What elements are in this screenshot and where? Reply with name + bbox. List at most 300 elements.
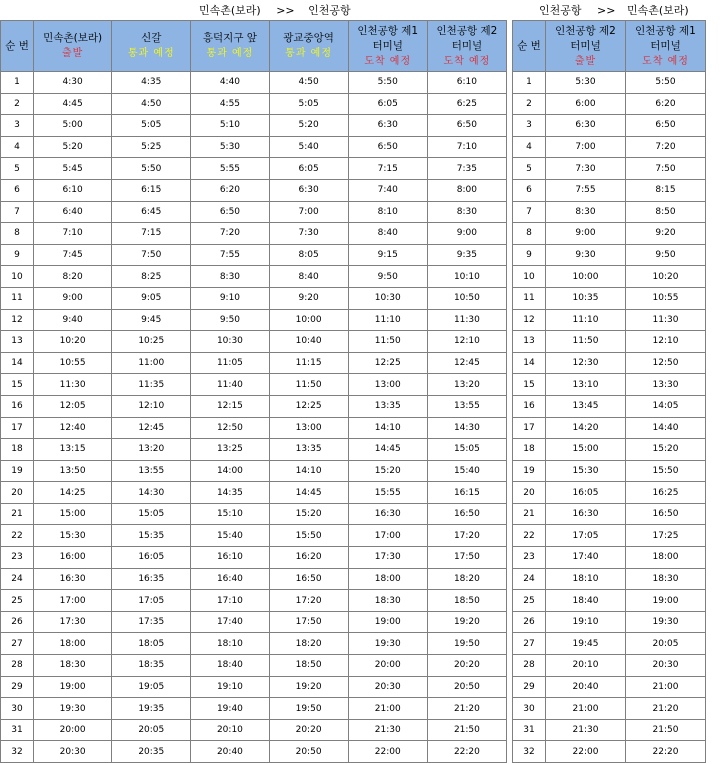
time-cell: 8:50 [626,201,706,223]
time-cell: 6:50 [191,201,269,223]
table-row [1,503,507,525]
time-cell: 13:35 [269,439,348,461]
time-cell: 7:00 [546,136,626,158]
time-cell: 13:50 [34,460,112,482]
row-number: 11 [1,287,34,309]
time-cell: 4:45 [34,93,112,115]
time-cell: 14:30 [112,482,191,504]
time-cell: 8:40 [269,266,348,288]
time-cell: 7:10 [427,136,506,158]
time-cell: 17:05 [112,590,191,612]
time-cell: 6:10 [427,72,506,94]
table-row [513,309,706,331]
time-cell: 17:30 [348,547,427,569]
table-row [513,331,706,353]
time-cell: 15:05 [427,439,506,461]
table-row [513,590,706,612]
left-header-col-3 [269,21,348,72]
left-title-from: 민속촌(보라) [199,4,261,17]
row-number: 32 [513,741,546,763]
time-cell: 19:10 [546,611,626,633]
column-name: 인천공항 제2터미널 [436,24,498,52]
time-cell: 12:40 [34,417,112,439]
column-name: 흥덕지구 앞 [202,32,257,44]
table-row [513,482,706,504]
time-cell: 11:50 [348,331,427,353]
time-cell: 7:00 [269,201,348,223]
time-cell: 18:40 [191,655,269,677]
time-cell: 15:00 [34,503,112,525]
time-cell: 6:00 [546,93,626,115]
time-cell: 20:20 [427,655,506,677]
table-row [1,590,507,612]
time-cell: 17:20 [427,525,506,547]
row-number: 18 [1,439,34,461]
time-cell: 16:50 [269,568,348,590]
time-cell: 19:05 [112,676,191,698]
time-cell: 12:30 [546,352,626,374]
table-row [513,503,706,525]
row-number: 3 [1,115,34,137]
time-cell: 8:25 [112,266,191,288]
row-number: 17 [513,417,546,439]
time-cell: 12:50 [191,417,269,439]
table-row [1,158,507,180]
table-row [513,223,706,245]
row-number: 1 [1,72,34,94]
time-cell: 17:40 [546,547,626,569]
right-title-to: 민속촌(보라) [626,4,689,17]
time-cell: 14:45 [269,482,348,504]
time-cell: 9:50 [348,266,427,288]
time-cell: 20:30 [348,676,427,698]
table-row [513,201,706,223]
time-cell: 9:20 [269,287,348,309]
time-cell: 19:00 [34,676,112,698]
row-number: 30 [1,698,34,720]
table-row [513,115,706,137]
column-status: 도착 예정 [364,55,412,67]
time-cell: 7:30 [546,158,626,180]
time-cell: 20:20 [269,719,348,741]
table-row [1,266,507,288]
time-cell: 11:30 [34,374,112,396]
time-cell: 12:10 [112,395,191,417]
time-cell: 15:20 [348,460,427,482]
row-number: 26 [1,611,34,633]
time-cell: 14:35 [191,482,269,504]
row-number: 7 [513,201,546,223]
row-number: 18 [513,439,546,461]
table-row [1,374,507,396]
time-cell: 6:20 [626,93,706,115]
time-cell: 19:20 [427,611,506,633]
time-cell: 7:20 [626,136,706,158]
time-cell: 12:50 [626,352,706,374]
time-cell: 16:10 [191,547,269,569]
time-cell: 14:05 [626,395,706,417]
right-title-from: 인천공항 [539,4,582,17]
table-row [1,395,507,417]
time-cell: 5:25 [112,136,191,158]
time-cell: 5:20 [269,115,348,137]
time-cell: 13:30 [626,374,706,396]
row-number: 32 [1,741,34,763]
time-cell: 10:20 [626,266,706,288]
row-number: 14 [1,352,34,374]
table-row [1,698,507,720]
time-cell: 14:00 [191,460,269,482]
table-row [513,417,706,439]
time-cell: 7:15 [112,223,191,245]
time-cell: 6:30 [269,179,348,201]
time-cell: 8:20 [34,266,112,288]
row-number: 5 [1,158,34,180]
row-number: 12 [1,309,34,331]
row-number: 27 [513,633,546,655]
time-cell: 15:40 [427,460,506,482]
time-cell: 16:50 [427,503,506,525]
row-number: 13 [1,331,34,353]
row-number: 21 [1,503,34,525]
time-cell: 5:40 [269,136,348,158]
time-cell: 13:20 [427,374,506,396]
time-cell: 14:45 [348,439,427,461]
table-row [1,676,507,698]
time-cell: 18:00 [348,568,427,590]
time-cell: 18:30 [626,568,706,590]
time-cell: 18:50 [427,590,506,612]
time-cell: 19:00 [626,590,706,612]
time-cell: 15:10 [191,503,269,525]
time-cell: 15:55 [348,482,427,504]
time-cell: 5:30 [191,136,269,158]
time-cell: 15:50 [626,460,706,482]
time-cell: 5:20 [34,136,112,158]
time-cell: 19:20 [269,676,348,698]
time-cell: 13:55 [427,395,506,417]
time-cell: 15:20 [626,439,706,461]
row-number: 10 [513,266,546,288]
time-cell: 6:20 [191,179,269,201]
time-cell: 15:20 [269,503,348,525]
time-cell: 8:40 [348,223,427,245]
column-name: 신갈 [141,32,162,44]
time-cell: 20:05 [626,633,706,655]
table-row [513,655,706,677]
time-cell: 19:10 [191,676,269,698]
time-cell: 12:25 [269,395,348,417]
row-number: 10 [1,266,34,288]
table-row [513,287,706,309]
time-cell: 10:20 [34,331,112,353]
table-row [1,201,507,223]
time-cell: 17:05 [546,525,626,547]
column-status: 출발 [61,48,84,59]
time-cell: 9:00 [427,223,506,245]
time-cell: 9:30 [546,244,626,266]
time-cell: 7:55 [546,179,626,201]
time-cell: 16:00 [34,547,112,569]
row-number: 21 [513,503,546,525]
time-cell: 20:10 [191,719,269,741]
column-status: 도착 예정 [443,55,491,67]
time-cell: 9:50 [626,244,706,266]
row-number: 19 [513,460,546,482]
time-cell: 20:00 [34,719,112,741]
time-cell: 6:15 [112,179,191,201]
table-row [513,719,706,741]
time-cell: 9:00 [546,223,626,245]
table-row [513,395,706,417]
time-cell: 19:35 [112,698,191,720]
row-number: 24 [513,568,546,590]
time-cell: 10:40 [269,331,348,353]
time-cell: 17:00 [348,525,427,547]
time-cell: 20:30 [626,655,706,677]
time-cell: 6:50 [626,115,706,137]
row-number: 8 [1,223,34,245]
time-cell: 8:30 [546,201,626,223]
table-row [1,179,507,201]
time-cell: 8:15 [626,179,706,201]
time-cell: 13:45 [546,395,626,417]
table-row [513,352,706,374]
time-cell: 12:10 [626,331,706,353]
table-row [513,676,706,698]
time-cell: 18:40 [546,590,626,612]
row-number: 28 [1,655,34,677]
row-number: 24 [1,568,34,590]
time-cell: 4:35 [112,72,191,94]
left-route-title [199,4,351,18]
table-row [1,331,507,353]
table-row [1,633,507,655]
table-row [1,115,507,137]
table-row [513,439,706,461]
time-cell: 21:50 [427,719,506,741]
time-cell: 19:50 [427,633,506,655]
right-timetable [512,20,706,763]
table-row [1,439,507,461]
table-row [513,568,706,590]
time-cell: 20:00 [348,655,427,677]
time-cell: 12:25 [348,352,427,374]
right-header-col-1 [626,21,706,72]
time-cell: 11:30 [626,309,706,331]
time-cell: 11:30 [427,309,506,331]
time-cell: 14:20 [546,417,626,439]
row-number: 16 [1,395,34,417]
right-route-title [539,4,689,18]
time-cell: 8:30 [427,201,506,223]
row-number: 4 [1,136,34,158]
time-cell: 5:55 [191,158,269,180]
column-status: 출발 [574,55,597,67]
time-cell: 9:45 [112,309,191,331]
table-row [513,244,706,266]
column-status: 통과 예정 [127,48,175,59]
time-cell: 4:50 [269,72,348,94]
time-cell: 12:05 [34,395,112,417]
time-cell: 13:10 [546,374,626,396]
row-number: 2 [1,93,34,115]
time-cell: 14:10 [269,460,348,482]
time-cell: 10:35 [546,287,626,309]
row-number: 6 [513,179,546,201]
right-title-sep: >> [597,4,616,17]
row-number: 25 [513,590,546,612]
table-row [513,698,706,720]
time-cell: 20:30 [34,741,112,763]
time-cell: 7:35 [427,158,506,180]
table-row [1,741,507,763]
row-number: 16 [513,395,546,417]
row-number: 23 [1,547,34,569]
time-cell: 7:45 [34,244,112,266]
time-cell: 17:00 [34,590,112,612]
time-cell: 11:50 [546,331,626,353]
right-header-order: 순 번 [513,21,546,72]
time-cell: 19:50 [269,698,348,720]
time-cell: 11:05 [191,352,269,374]
time-cell: 7:10 [34,223,112,245]
time-cell: 20:40 [546,676,626,698]
time-cell: 15:35 [112,525,191,547]
time-cell: 12:45 [427,352,506,374]
time-cell: 9:15 [348,244,427,266]
time-cell: 21:20 [427,698,506,720]
time-cell: 13:00 [348,374,427,396]
time-cell: 7:40 [348,179,427,201]
time-cell: 9:05 [112,287,191,309]
time-cell: 7:50 [112,244,191,266]
row-number: 25 [1,590,34,612]
table-row [1,72,507,94]
time-cell: 18:30 [348,590,427,612]
left-header-col-5 [427,21,506,72]
table-row [1,223,507,245]
time-cell: 6:45 [112,201,191,223]
time-cell: 13:35 [348,395,427,417]
time-cell: 22:20 [626,741,706,763]
column-name: 민속촌(보라) [43,32,103,44]
time-cell: 18:20 [427,568,506,590]
time-cell: 8:00 [427,179,506,201]
time-cell: 17:50 [427,547,506,569]
time-cell: 5:05 [112,115,191,137]
time-cell: 11:00 [112,352,191,374]
row-number: 31 [1,719,34,741]
time-cell: 6:30 [546,115,626,137]
time-cell: 17:40 [191,611,269,633]
row-number: 28 [513,655,546,677]
table-row [513,460,706,482]
time-cell: 16:05 [546,482,626,504]
table-row [1,525,507,547]
time-cell: 5:50 [112,158,191,180]
row-number: 9 [513,244,546,266]
time-cell: 10:30 [191,331,269,353]
time-cell: 18:10 [191,633,269,655]
row-number: 7 [1,201,34,223]
time-cell: 22:20 [427,741,506,763]
row-number: 8 [513,223,546,245]
time-cell: 9:20 [626,223,706,245]
time-cell: 18:05 [112,633,191,655]
time-cell: 22:00 [546,741,626,763]
row-number: 15 [1,374,34,396]
time-cell: 7:20 [191,223,269,245]
time-cell: 6:30 [348,115,427,137]
table-row [513,158,706,180]
time-cell: 10:30 [348,287,427,309]
time-cell: 20:40 [191,741,269,763]
table-row [513,266,706,288]
time-cell: 6:50 [427,115,506,137]
time-cell: 12:45 [112,417,191,439]
time-cell: 16:40 [191,568,269,590]
table-row [513,547,706,569]
time-cell: 17:30 [34,611,112,633]
time-cell: 17:35 [112,611,191,633]
time-cell: 9:35 [427,244,506,266]
row-number: 5 [513,158,546,180]
time-cell: 20:05 [112,719,191,741]
time-cell: 14:40 [626,417,706,439]
time-cell: 15:50 [269,525,348,547]
row-number: 2 [513,93,546,115]
time-cell: 5:30 [546,72,626,94]
row-number: 20 [513,482,546,504]
row-number: 11 [513,287,546,309]
row-number: 19 [1,460,34,482]
time-cell: 19:30 [626,611,706,633]
row-number: 15 [513,374,546,396]
time-cell: 16:25 [626,482,706,504]
row-number: 4 [513,136,546,158]
column-status: 도착 예정 [642,55,689,67]
time-cell: 6:05 [348,93,427,115]
time-cell: 6:40 [34,201,112,223]
time-cell: 7:15 [348,158,427,180]
time-cell: 6:05 [269,158,348,180]
time-cell: 11:40 [191,374,269,396]
time-cell: 14:25 [34,482,112,504]
time-cell: 5:45 [34,158,112,180]
time-cell: 10:50 [427,287,506,309]
row-number: 3 [513,115,546,137]
table-row [513,136,706,158]
row-number: 20 [1,482,34,504]
table-row [1,417,507,439]
time-cell: 5:05 [269,93,348,115]
time-cell: 18:35 [112,655,191,677]
time-cell: 21:20 [626,698,706,720]
row-number: 30 [513,698,546,720]
time-cell: 16:30 [348,503,427,525]
time-cell: 10:00 [269,309,348,331]
row-number: 31 [513,719,546,741]
time-cell: 18:20 [269,633,348,655]
time-cell: 4:40 [191,72,269,94]
row-number: 22 [1,525,34,547]
table-row [1,611,507,633]
column-name: 인천공항 제1터미널 [635,24,696,52]
time-cell: 5:50 [348,72,427,94]
time-cell: 5:00 [34,115,112,137]
time-cell: 21:50 [626,719,706,741]
